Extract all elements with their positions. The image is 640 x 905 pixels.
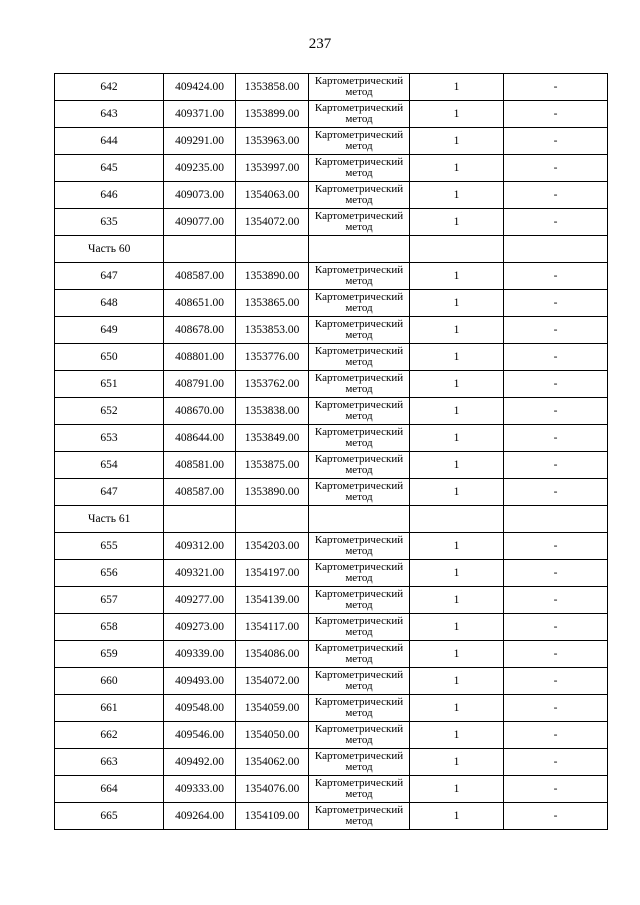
description-cell: -	[504, 668, 608, 695]
accuracy-cell: 1	[410, 317, 504, 344]
point-number-cell: 665	[55, 803, 164, 830]
method-cell: Картометрический метод	[309, 209, 410, 236]
accuracy-cell: 1	[410, 587, 504, 614]
accuracy-cell: 1	[410, 101, 504, 128]
y-coordinate-cell: 1354050.00	[236, 722, 309, 749]
method-cell: Картометрический метод	[309, 749, 410, 776]
table-row	[55, 533, 608, 560]
empty-cell	[504, 506, 608, 533]
point-number-cell: 662	[55, 722, 164, 749]
point-number-cell: 664	[55, 776, 164, 803]
point-number-cell: 644	[55, 128, 164, 155]
method-cell: Картометрический метод	[309, 560, 410, 587]
empty-cell	[410, 236, 504, 263]
description-cell: -	[504, 533, 608, 560]
point-number-cell: 647	[55, 263, 164, 290]
table-row	[55, 452, 608, 479]
table-row	[55, 560, 608, 587]
method-cell: Картометрический метод	[309, 290, 410, 317]
table-row	[55, 587, 608, 614]
point-number-cell: 646	[55, 182, 164, 209]
y-coordinate-cell: 1354063.00	[236, 182, 309, 209]
method-cell: Картометрический метод	[309, 182, 410, 209]
description-cell: -	[504, 290, 608, 317]
page-number: 237	[308, 36, 332, 52]
method-cell: Картометрический метод	[309, 371, 410, 398]
y-coordinate-cell: 1353762.00	[236, 371, 309, 398]
empty-cell	[164, 506, 236, 533]
method-cell: Картометрический метод	[309, 695, 410, 722]
method-cell: Картометрический метод	[309, 776, 410, 803]
accuracy-cell: 1	[410, 641, 504, 668]
description-cell: -	[504, 371, 608, 398]
method-cell: Картометрический метод	[309, 344, 410, 371]
point-number-cell: 655	[55, 533, 164, 560]
method-cell: Картометрический метод	[309, 263, 410, 290]
point-number-cell: 656	[55, 560, 164, 587]
accuracy-cell: 1	[410, 695, 504, 722]
method-cell: Картометрический метод	[309, 614, 410, 641]
empty-cell	[236, 236, 309, 263]
x-coordinate-cell: 409073.00	[164, 182, 236, 209]
point-number-cell: 647	[55, 479, 164, 506]
table-row	[55, 182, 608, 209]
table-row	[55, 749, 608, 776]
accuracy-cell: 1	[410, 398, 504, 425]
x-coordinate-cell: 409077.00	[164, 209, 236, 236]
accuracy-cell: 1	[410, 155, 504, 182]
description-cell: -	[504, 155, 608, 182]
accuracy-cell: 1	[410, 128, 504, 155]
accuracy-cell: 1	[410, 668, 504, 695]
table-row	[55, 344, 608, 371]
accuracy-cell: 1	[410, 263, 504, 290]
x-coordinate-cell: 409333.00	[164, 776, 236, 803]
y-coordinate-cell: 1353838.00	[236, 398, 309, 425]
accuracy-cell: 1	[410, 749, 504, 776]
y-coordinate-cell: 1353776.00	[236, 344, 309, 371]
method-cell: Картометрический метод	[309, 479, 410, 506]
description-cell: -	[504, 641, 608, 668]
description-cell: -	[504, 776, 608, 803]
empty-cell	[309, 506, 410, 533]
x-coordinate-cell: 408644.00	[164, 425, 236, 452]
section-label: Часть 61	[55, 506, 164, 533]
description-cell: -	[504, 317, 608, 344]
description-cell: -	[504, 614, 608, 641]
table-row	[55, 776, 608, 803]
empty-cell	[504, 236, 608, 263]
y-coordinate-cell: 1353875.00	[236, 452, 309, 479]
accuracy-cell: 1	[410, 479, 504, 506]
table-row	[55, 101, 608, 128]
description-cell: -	[504, 452, 608, 479]
y-coordinate-cell: 1353849.00	[236, 425, 309, 452]
point-number-cell: 649	[55, 317, 164, 344]
y-coordinate-cell: 1354197.00	[236, 560, 309, 587]
empty-cell	[410, 506, 504, 533]
table-row	[55, 425, 608, 452]
method-cell: Картометрический метод	[309, 641, 410, 668]
accuracy-cell: 1	[410, 533, 504, 560]
accuracy-cell: 1	[410, 209, 504, 236]
y-coordinate-cell: 1354072.00	[236, 209, 309, 236]
y-coordinate-cell: 1353890.00	[236, 479, 309, 506]
description-cell: -	[504, 587, 608, 614]
table-row	[55, 668, 608, 695]
x-coordinate-cell: 409493.00	[164, 668, 236, 695]
method-cell: Картометрический метод	[309, 101, 410, 128]
y-coordinate-cell: 1353890.00	[236, 263, 309, 290]
coordinates-table-body	[55, 74, 608, 830]
x-coordinate-cell: 409235.00	[164, 155, 236, 182]
point-number-cell: 650	[55, 344, 164, 371]
accuracy-cell: 1	[410, 776, 504, 803]
x-coordinate-cell: 409273.00	[164, 614, 236, 641]
y-coordinate-cell: 1354139.00	[236, 587, 309, 614]
description-cell: -	[504, 182, 608, 209]
table-row	[55, 479, 608, 506]
description-cell: -	[504, 425, 608, 452]
description-cell: -	[504, 263, 608, 290]
accuracy-cell: 1	[410, 425, 504, 452]
point-number-cell: 651	[55, 371, 164, 398]
table-row	[55, 74, 608, 101]
method-cell: Картометрический метод	[309, 317, 410, 344]
description-cell: -	[504, 74, 608, 101]
accuracy-cell: 1	[410, 182, 504, 209]
method-cell: Картометрический метод	[309, 452, 410, 479]
point-number-cell: 648	[55, 290, 164, 317]
y-coordinate-cell: 1353997.00	[236, 155, 309, 182]
table-row	[55, 209, 608, 236]
x-coordinate-cell: 409492.00	[164, 749, 236, 776]
method-cell: Картометрический метод	[309, 398, 410, 425]
x-coordinate-cell: 408670.00	[164, 398, 236, 425]
point-number-cell: 658	[55, 614, 164, 641]
table-row	[55, 614, 608, 641]
y-coordinate-cell: 1353899.00	[236, 101, 309, 128]
point-number-cell: 660	[55, 668, 164, 695]
table-row	[55, 128, 608, 155]
section-label: Часть 60	[55, 236, 164, 263]
x-coordinate-cell: 409291.00	[164, 128, 236, 155]
point-number-cell: 635	[55, 209, 164, 236]
accuracy-cell: 1	[410, 803, 504, 830]
description-cell: -	[504, 560, 608, 587]
description-cell: -	[504, 479, 608, 506]
point-number-cell: 659	[55, 641, 164, 668]
accuracy-cell: 1	[410, 560, 504, 587]
y-coordinate-cell: 1354086.00	[236, 641, 309, 668]
x-coordinate-cell: 408791.00	[164, 371, 236, 398]
description-cell: -	[504, 803, 608, 830]
section-row	[55, 506, 608, 533]
description-cell: -	[504, 722, 608, 749]
point-number-cell: 652	[55, 398, 164, 425]
point-number-cell: 642	[55, 74, 164, 101]
table-row	[55, 290, 608, 317]
method-cell: Картометрический метод	[309, 74, 410, 101]
x-coordinate-cell: 408801.00	[164, 344, 236, 371]
table-row	[55, 263, 608, 290]
description-cell: -	[504, 101, 608, 128]
y-coordinate-cell: 1354203.00	[236, 533, 309, 560]
point-number-cell: 663	[55, 749, 164, 776]
description-cell: -	[504, 398, 608, 425]
x-coordinate-cell: 408651.00	[164, 290, 236, 317]
table-row	[55, 695, 608, 722]
table-row	[55, 722, 608, 749]
point-number-cell: 643	[55, 101, 164, 128]
point-number-cell: 661	[55, 695, 164, 722]
description-cell: -	[504, 209, 608, 236]
method-cell: Картометрический метод	[309, 668, 410, 695]
method-cell: Картометрический метод	[309, 722, 410, 749]
table-row	[55, 155, 608, 182]
x-coordinate-cell: 409321.00	[164, 560, 236, 587]
y-coordinate-cell: 1353865.00	[236, 290, 309, 317]
table-row	[55, 803, 608, 830]
accuracy-cell: 1	[410, 452, 504, 479]
y-coordinate-cell: 1353858.00	[236, 74, 309, 101]
point-number-cell: 654	[55, 452, 164, 479]
accuracy-cell: 1	[410, 614, 504, 641]
empty-cell	[164, 236, 236, 263]
method-cell: Картометрический метод	[309, 533, 410, 560]
accuracy-cell: 1	[410, 371, 504, 398]
x-coordinate-cell: 408678.00	[164, 317, 236, 344]
section-row	[55, 236, 608, 263]
point-number-cell: 653	[55, 425, 164, 452]
table-row	[55, 398, 608, 425]
description-cell: -	[504, 695, 608, 722]
y-coordinate-cell: 1353853.00	[236, 317, 309, 344]
x-coordinate-cell: 408581.00	[164, 452, 236, 479]
point-number-cell: 645	[55, 155, 164, 182]
x-coordinate-cell: 408587.00	[164, 263, 236, 290]
method-cell: Картометрический метод	[309, 587, 410, 614]
description-cell: -	[504, 749, 608, 776]
y-coordinate-cell: 1354117.00	[236, 614, 309, 641]
y-coordinate-cell: 1354109.00	[236, 803, 309, 830]
empty-cell	[236, 506, 309, 533]
method-cell: Картометрический метод	[309, 128, 410, 155]
x-coordinate-cell: 409339.00	[164, 641, 236, 668]
empty-cell	[309, 236, 410, 263]
x-coordinate-cell: 409546.00	[164, 722, 236, 749]
x-coordinate-cell: 409371.00	[164, 101, 236, 128]
accuracy-cell: 1	[410, 290, 504, 317]
accuracy-cell: 1	[410, 74, 504, 101]
x-coordinate-cell: 408587.00	[164, 479, 236, 506]
x-coordinate-cell: 409312.00	[164, 533, 236, 560]
method-cell: Картометрический метод	[309, 803, 410, 830]
method-cell: Картометрический метод	[309, 425, 410, 452]
table-row	[55, 641, 608, 668]
x-coordinate-cell: 409264.00	[164, 803, 236, 830]
y-coordinate-cell: 1353963.00	[236, 128, 309, 155]
accuracy-cell: 1	[410, 722, 504, 749]
description-cell: -	[504, 128, 608, 155]
coordinates-table	[54, 73, 608, 830]
x-coordinate-cell: 409548.00	[164, 695, 236, 722]
y-coordinate-cell: 1354072.00	[236, 668, 309, 695]
description-cell: -	[504, 344, 608, 371]
table-row	[55, 317, 608, 344]
x-coordinate-cell: 409277.00	[164, 587, 236, 614]
y-coordinate-cell: 1354062.00	[236, 749, 309, 776]
accuracy-cell: 1	[410, 344, 504, 371]
y-coordinate-cell: 1354076.00	[236, 776, 309, 803]
method-cell: Картометрический метод	[309, 155, 410, 182]
x-coordinate-cell: 409424.00	[164, 74, 236, 101]
table-row	[55, 371, 608, 398]
y-coordinate-cell: 1354059.00	[236, 695, 309, 722]
point-number-cell: 657	[55, 587, 164, 614]
